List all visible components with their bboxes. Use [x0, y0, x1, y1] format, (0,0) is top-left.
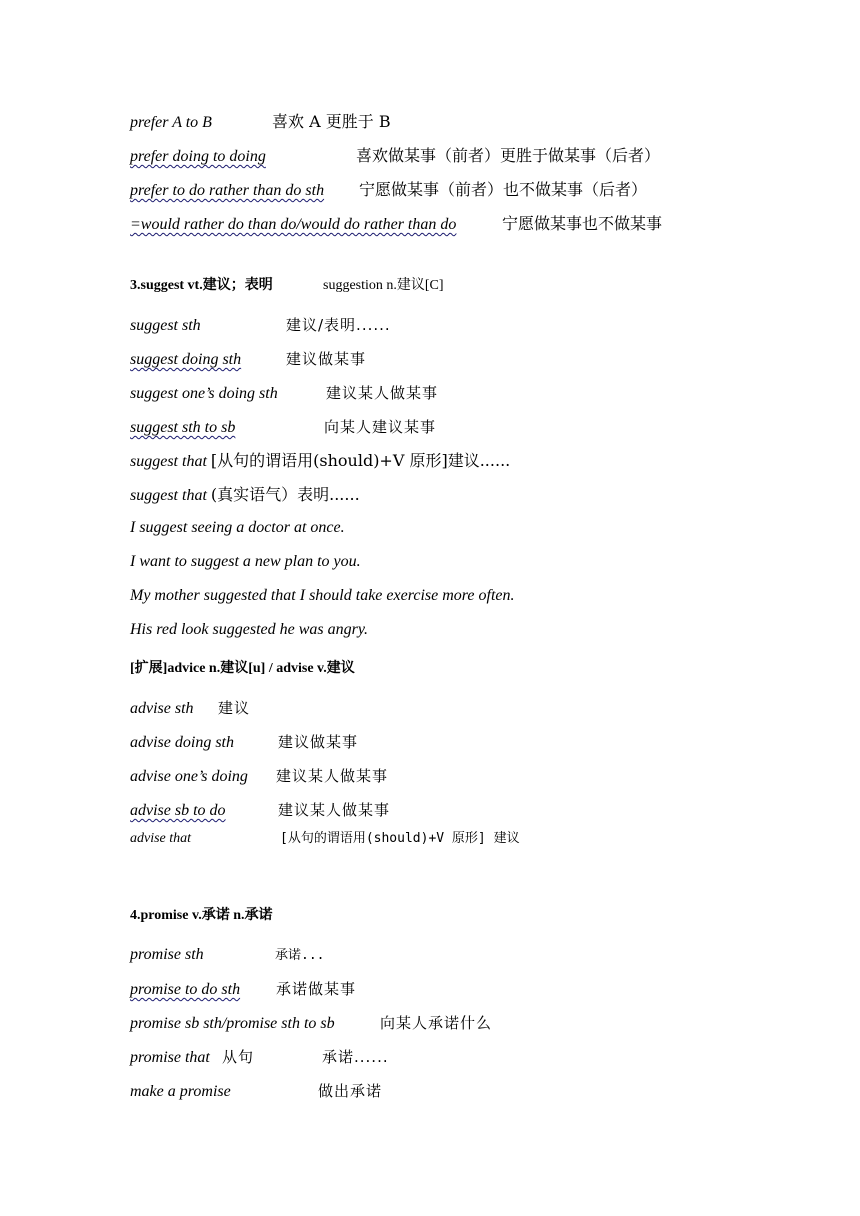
phrase-row: [130, 942, 324, 968]
phrase-en: suggest doing sth: [130, 351, 242, 368]
phrase-cn: [从句的谓语用(should)+V 原形] 建议: [280, 831, 520, 846]
phrase-row: [130, 825, 520, 851]
phrase-mid: 从句: [222, 1048, 255, 1066]
phrase-en: prefer A to B: [130, 114, 212, 131]
phrase-row: [130, 1044, 389, 1070]
phrase-row: [130, 482, 360, 508]
phrase-cn: 向某人承诺什么: [380, 1014, 493, 1032]
phrase-en: suggest sth to sb: [130, 419, 236, 436]
phrase-en: promise to do sth: [130, 981, 241, 998]
phrase-cn: 宁愿做某事也不做某事: [502, 214, 663, 233]
phrase-row: [130, 448, 510, 474]
phrase-row: [130, 763, 388, 789]
phrase-en: suggest one’s doing sth: [130, 385, 278, 402]
phrase-row: [130, 1078, 382, 1104]
phrase-row: [130, 729, 358, 755]
example-sentence: My mother suggested that I should take exercise more often.: [130, 587, 515, 604]
phrase-en: suggest that: [130, 453, 207, 470]
phrase-en: suggest that: [130, 487, 207, 504]
phrase-row: [130, 797, 390, 823]
phrase-en: prefer to do rather than do sth: [130, 182, 325, 199]
phrase-cn: 建议/表明......: [286, 316, 391, 334]
phrase-cn: 喜欢做某事（前者）更胜于做某事（后者）: [356, 146, 661, 165]
example-sentence: I want to suggest a new plan to you.: [130, 553, 361, 570]
phrase-en: advise that: [130, 831, 192, 846]
phrase-cn: 宁愿做某事（前者）也不做某事（后者）: [359, 180, 648, 199]
phrase-cn: 做出承诺: [318, 1082, 383, 1100]
section-heading-title: 3.suggest vt.建议；表明: [130, 278, 273, 293]
phrase-row: [130, 976, 356, 1002]
phrase-en: prefer doing to doing: [130, 148, 266, 165]
phrase-cn: 建议某人做某事: [278, 801, 391, 819]
section-heading-extra: suggestion n.建议[C]: [323, 278, 444, 293]
example-sentence: His red look suggested he was angry.: [130, 621, 369, 638]
section-heading: 4.promise v.承诺 n.承诺: [130, 908, 273, 923]
phrase-en: =would rather do than do/would do rather than do: [130, 216, 457, 233]
phrase-row: [130, 312, 391, 338]
phrase-cn: 向某人建议某事: [324, 418, 437, 436]
phrase-en: advise sth: [130, 700, 194, 717]
phrase-en: advise doing sth: [130, 734, 234, 751]
phrase-en: suggest sth: [130, 317, 201, 334]
section-heading: [130, 273, 444, 299]
phrase-en: promise sb sth/promise sth to sb: [130, 1015, 335, 1032]
phrase-row: [130, 1010, 492, 1036]
phrase-cn: 建议做某事: [286, 350, 367, 368]
phrase-row: [130, 346, 366, 372]
phrase-en: promise that: [130, 1049, 210, 1066]
phrase-row: [130, 695, 250, 721]
phrase-row: [130, 177, 647, 203]
phrase-cn: 建议: [218, 699, 251, 717]
phrase-en: advise sb to do: [130, 802, 226, 819]
phrase-row: [130, 414, 436, 440]
phrase-cn: 建议某人做某事: [326, 384, 439, 402]
phrase-row: [130, 109, 391, 135]
phrase-en: advise one’s doing: [130, 768, 248, 785]
section-heading: [扩展]advice n.建议[u] / advise v.建议: [130, 661, 355, 676]
phrase-cn: 建议某人做某事: [276, 767, 389, 785]
phrase-row: [130, 211, 662, 237]
phrase-cn: 承诺...: [275, 948, 325, 963]
phrase-row: [130, 143, 660, 169]
example-sentence: I suggest seeing a doctor at once.: [130, 519, 345, 536]
phrase-cn: [从句的谓语用(should)+V 原形]建议......: [210, 451, 511, 470]
phrase-row: [130, 380, 438, 406]
phrase-en: make a promise: [130, 1083, 231, 1100]
phrase-cn: 承诺做某事: [276, 980, 357, 998]
phrase-cn: (真实语气）表明......: [210, 485, 360, 504]
phrase-cn: 建议做某事: [278, 733, 359, 751]
phrase-en: promise sth: [130, 946, 204, 963]
phrase-cn: 承诺......: [322, 1048, 389, 1066]
phrase-cn: 喜欢 A 更胜于 B: [272, 112, 391, 131]
